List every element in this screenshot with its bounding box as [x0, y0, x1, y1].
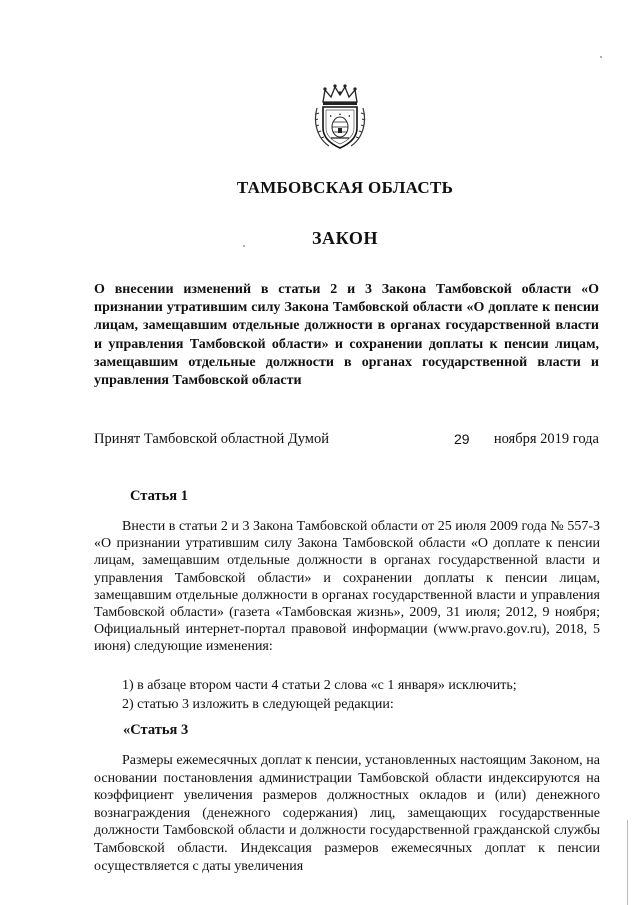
law-title: О внесении изменений в статьи 2 и 3 Закона Тамбовской области «О признании утратившим силу Закона Тамбовской области «О доплате к пенсии лицам, замещавшим отдельные должности в органах государственной власти и управления Тамбовской области» и сохранении доплаты к пенсии лицам, замещавшим отдельные должности в органах государственной власти и управления Тамбовской области [94, 282, 599, 389]
adoption-month-year: ноября 2019 года [493, 431, 599, 447]
adopted-by: Принят Тамбовской областной Думой [94, 431, 329, 447]
article-1-intro: Внести в статьи 2 и 3 Закона Тамбовской области от 25 июля 2009 года № 557-З «О признании утратившим силу Закона Тамбовской области «О доплате к пенсии лицам, замещавшим отдельные должности в органах государственной власти и управления Тамбовской области» и сохранении доплаты к пенсии лицам, замещавшим отдельные должности в органах государственной власти и управления Тамбовской области» (газета «Тамбовская жизнь», 2009, 31 июля; 2012, 9 ноября; Официальный интернет-портал правовой информации (www.pravo.gov.ru), 2018, 5 июня) следующие изменения: [94, 519, 600, 655]
scan-speck [600, 56, 602, 58]
adoption-day: 29 [454, 431, 470, 447]
quoted-article-text: Размеры ежемесячных доплат к пенсии, установленных настоящим Законом, на основании постановления администрации Тамбовской области индексируются на коэффициент увеличения размеров должностных окладов и (или) денежного вознаграждения (денежного содержания) лиц, замещающих государственные должности Тамбовской области и должности государственной гражданской службы Тамбовской области. Индексация размеров ежемесячных доплат к пенсии осуществляется с даты увеличения [94, 753, 600, 874]
region-name: ТАМБОВСКАЯ ОБЛАСТЬ [236, 178, 454, 197]
amendment-item-2: 2) статью 3 изложить в следующей редакции: [122, 697, 394, 712]
article-1-heading: Статья 1 [130, 488, 188, 504]
scan-edge-line [627, 820, 628, 905]
quoted-article-heading: «Статья 3 [123, 722, 189, 738]
amendment-item-1: 1) в абзаце втором части 4 статьи 2 слова «с 1 января» исключить; [122, 678, 517, 693]
scan-speck [243, 245, 245, 247]
document-type: ЗАКОН [311, 228, 379, 248]
tambov-coat-of-arms-icon [311, 82, 369, 152]
